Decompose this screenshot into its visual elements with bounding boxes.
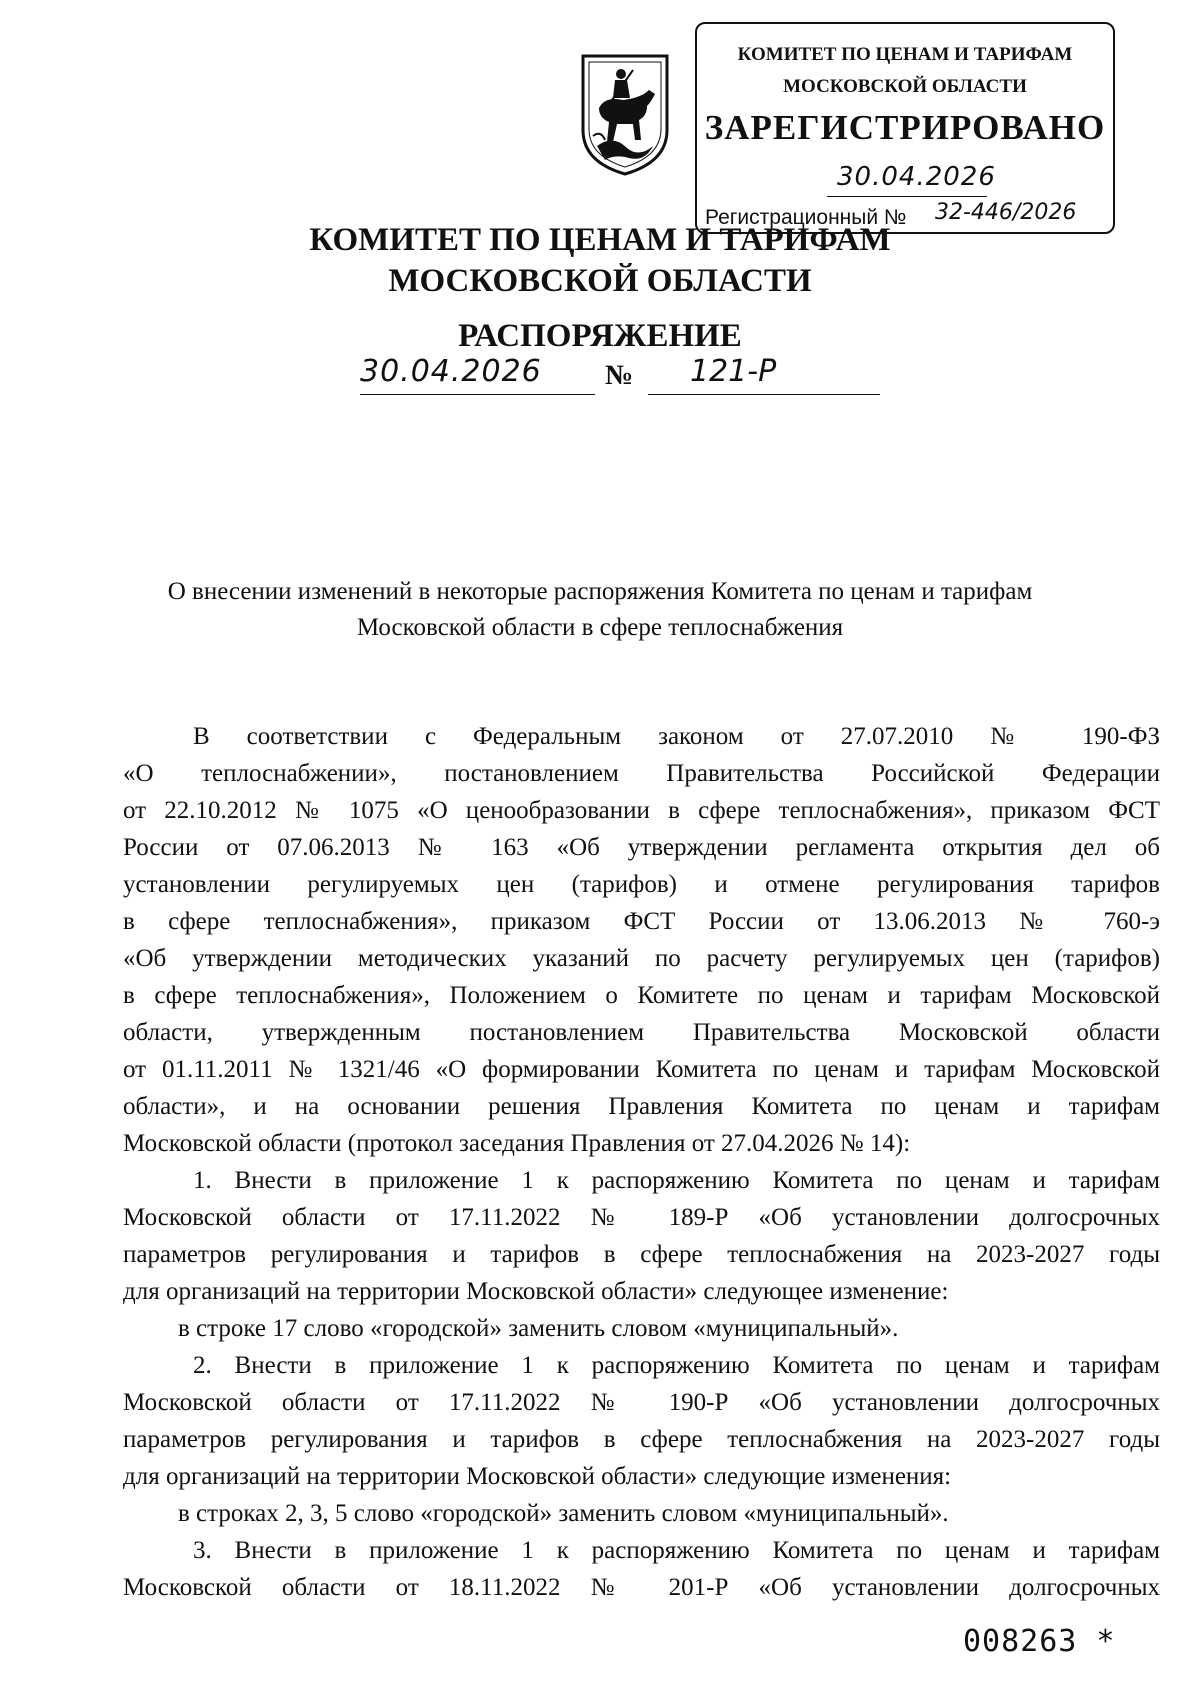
stamp-date-underline <box>827 196 987 197</box>
stamp-date: 30.04.2026 <box>837 162 996 192</box>
body-line: В соответствии с Федеральным законом от 27.07.2010 № 190-ФЗ <box>193 723 1160 750</box>
stamp-org-line1: КОМИТЕТ ПО ЦЕНАМ И ТАРИФАМ <box>737 44 1073 65</box>
body-line: Московской области от 17.11.2022 № 189-Р «Об установлении долгосрочных <box>123 1204 1160 1231</box>
body-line: для организаций на территории Московской области» следующие изменения: <box>123 1463 952 1490</box>
body-line: «Об утверждении методических указаний по расчету регулируемых цен (тарифов) <box>123 945 1160 972</box>
date-underline <box>360 394 595 395</box>
body-line: Московской области от 18.11.2022 № 201-Р «Об установлении долгосрочных <box>123 1574 1160 1601</box>
document-date: 30.04.2026 <box>360 354 542 389</box>
body-line: от 01.11.2011 № 1321/46 «О формировании Комитета по ценам и тарифам Московской <box>123 1056 1160 1083</box>
body-line: Московской области от 17.11.2022 № 190-Р «Об установлении долгосрочных <box>123 1389 1160 1416</box>
body-line: области», и на основании решения Правления Комитета по ценам и тарифам <box>123 1093 1160 1120</box>
subject-line2: Московской области в сфере теплоснабжения <box>356 614 844 641</box>
document-number: 121-Р <box>690 354 777 389</box>
body-line: в сфере теплоснабжения», приказом ФСТ России от 13.06.2013 № 760-э <box>123 908 1160 935</box>
body-line: параметров регулирования и тарифов в сфере теплоснабжения на 2023-2027 годы <box>123 1241 1160 1268</box>
stamp-org-line2: МОСКОВСКОЙ ОБЛАСТИ <box>783 76 1027 97</box>
body-line: в сфере теплоснабжения», Положением о Комитете по ценам и тарифам Московской <box>123 982 1160 1009</box>
body-line: «О теплоснабжении», постановлением Правительства Российской Федерации <box>123 760 1160 787</box>
body-line: от 22.10.2012 № 1075 «О ценообразовании в сфере теплоснабжения», приказом ФСТ <box>123 797 1160 824</box>
stamp-reg-number: 32-446/2026 <box>935 200 1077 225</box>
item-3-line: 3. Внести в приложение 1 к распоряжению Комитета по ценам и тарифам <box>193 1537 1160 1564</box>
stamp-status: ЗАРЕГИСТРИРОВАНО <box>704 108 1106 147</box>
registration-stamp <box>695 22 1115 234</box>
org-name-line1: КОМИТЕТ ПО ЦЕНАМ И ТАРИФАМ <box>309 222 891 258</box>
number-sign: № <box>605 360 634 391</box>
subject-line1: О внесении изменений в некоторые распоряжения Комитета по ценам и тарифам <box>167 578 1033 605</box>
body-line: области, утвержденным постановлением Правительства Московской области <box>123 1019 1160 1046</box>
body-line: Московской области (протокол заседания Правления от 27.04.2026 № 14): <box>123 1130 911 1157</box>
org-name-line2: МОСКОВСКОЙ ОБЛАСТИ <box>388 263 812 299</box>
number-underline <box>648 394 880 395</box>
footer-document-number: 008263 * <box>963 1624 1116 1659</box>
body-line: в строках 2, 3, 5 слово «городской» заменить словом «муниципальный». <box>178 1500 949 1527</box>
moscow-region-coat-of-arms-icon <box>575 50 675 180</box>
body-line: параметров регулирования и тарифов в сфере теплоснабжения на 2023-2027 годы <box>123 1426 1160 1453</box>
item-2-line: 2. Внести в приложение 1 к распоряжению Комитета по ценам и тарифам <box>193 1352 1160 1379</box>
stamp-reg-label: Регистрационный № <box>705 206 907 229</box>
body-line: установлении регулируемых цен (тарифов) и отмене регулирования тарифов <box>123 871 1160 898</box>
item-1-line: 1. Внести в приложение 1 к распоряжению Комитета по ценам и тарифам <box>193 1167 1160 1194</box>
document-type: РАСПОРЯЖЕНИЕ <box>458 318 742 354</box>
body-line: России от 07.06.2013 № 163 «Об утверждении регламента открытия дел об <box>123 834 1160 861</box>
body-line: в строке 17 слово «городской» заменить словом «муниципальный». <box>178 1315 899 1342</box>
body-line: для организаций на территории Московской области» следующее изменение: <box>123 1278 949 1305</box>
